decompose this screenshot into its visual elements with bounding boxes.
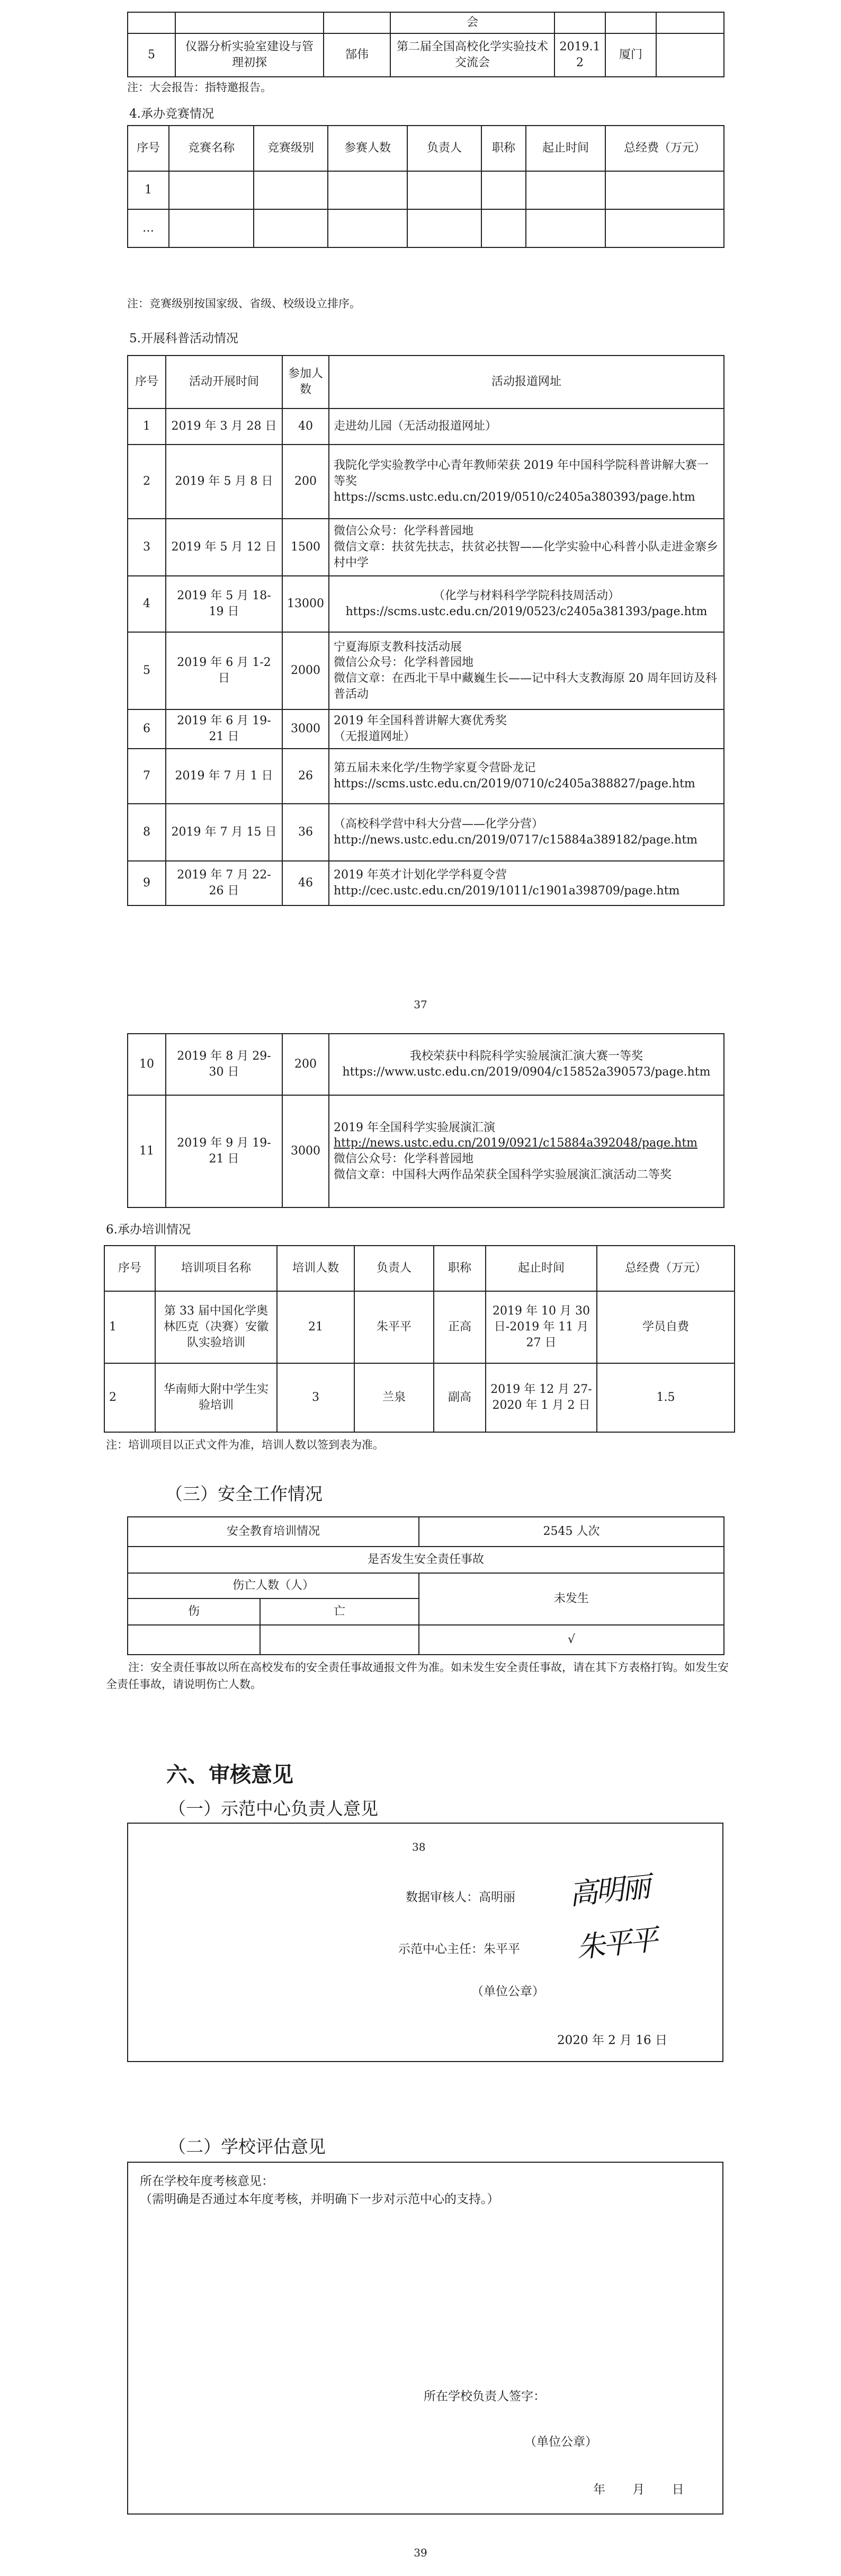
table-cell: 2019 年 7 月 15 日 — [166, 804, 282, 861]
table-cell — [128, 1625, 260, 1655]
school-opinion-heading: （二）学校评估意见 — [168, 2136, 326, 2157]
table-cell: 2019 年全国科学实验展演汇演 http://news.ustc.edu.cn/2019/0921/c15884a392048/page.htm 微信公众号：化学科普园地 微信文章：中国科大两作品荣获全国科学实验展演汇演活动二等奖 — [329, 1095, 724, 1207]
table-cell: 5 — [128, 632, 166, 709]
table-cell: 21 — [277, 1291, 354, 1363]
table-cell: 5 — [128, 33, 175, 77]
unit-seal: （单位公章） — [524, 2435, 597, 2449]
table-cell: 华南师大附中学生实验培训 — [155, 1363, 277, 1432]
table-cell: 兰泉 — [354, 1363, 434, 1432]
table-cell: 2019 年 6 月 1-2 日 — [166, 632, 282, 709]
table-cell: 2019 年 6 月 19-21 日 — [166, 709, 282, 749]
table-header: 序号 — [104, 1246, 155, 1291]
school-date: 年 月 日 — [593, 2483, 684, 2497]
table-cell — [656, 12, 724, 33]
signature: 朱平平 — [575, 1923, 658, 1965]
table-cell: 走进幼儿园（无活动报道网址） — [329, 408, 724, 445]
table-cell: 13000 — [282, 576, 329, 632]
table-cell: 微信公众号：化学科普园地 微信文章：扶贫先扶志，扶贫必扶智——化学实验中心科普小队走进金寨乡村中学 — [329, 519, 724, 576]
safety-table — [127, 1516, 724, 1655]
table-cell: 3 — [277, 1363, 354, 1432]
table-cell: … — [128, 209, 169, 247]
table-cell: 2019 年 9 月 19-21 日 — [166, 1095, 282, 1207]
table-cell: 2019 年 7 月 22-26 日 — [166, 861, 282, 905]
table-cell: 2019 年英才计划化学学科夏令营 http://cec.ustc.edu.cn/2019/1011/c1901a398709/page.htm — [329, 861, 724, 905]
section-title: 6.承办培训情况 — [106, 1223, 191, 1237]
table-cell: 2019.12 — [554, 33, 605, 77]
meeting-note: 注：大会报告：指特邀报告。 — [127, 81, 272, 94]
school-opinion-box — [127, 2162, 723, 2515]
table-header: 职称 — [434, 1246, 486, 1291]
table-cell: 2019 年 3 月 28 日 — [166, 408, 282, 445]
table-cell: 2 — [104, 1363, 155, 1432]
table-cell: 2019 年 5 月 12 日 — [166, 519, 282, 576]
table-cell: 10 — [128, 1034, 166, 1095]
table-cell: 2019 年全国科普讲解大赛优秀奖 （无报道网址） — [329, 709, 724, 749]
table-cell: 仪器分析实验室建设与管理初探 — [175, 33, 324, 77]
table-cell — [605, 12, 656, 33]
table-cell: 2000 — [282, 632, 329, 709]
table-header: 序号 — [128, 126, 169, 171]
table-cell: 2545 人次 — [419, 1517, 724, 1547]
table-cell: 4 — [128, 576, 166, 632]
table-cell — [175, 12, 324, 33]
table-header: 总经费（万元） — [597, 1246, 735, 1291]
table-cell: 副高 — [434, 1363, 486, 1432]
table-cell: 学员自费 — [597, 1291, 735, 1363]
competition-table — [127, 125, 724, 248]
training-table — [104, 1245, 735, 1433]
science-activity-table-cont — [127, 1033, 724, 1208]
table-cell: 亡 — [260, 1598, 419, 1625]
table-cell: 26 — [282, 749, 329, 804]
table-cell — [656, 33, 724, 77]
review-date: 2020 年 2 月 16 日 — [557, 2033, 667, 2047]
table-header: 负责人 — [354, 1246, 434, 1291]
table-cell: （高校科学营中科大分营——化学分营） http://news.ustc.edu.cn/2019/0717/c15884a389182/page.htm — [329, 804, 724, 861]
table-cell: 朱平平 — [354, 1291, 434, 1363]
table-cell: 我校荣获中科院科学实验展演汇演大赛一等奖 https://www.ustc.edu.cn/2019/0904/c15852a390573/page.htm — [329, 1034, 724, 1095]
table-header: 序号 — [128, 356, 166, 408]
table-cell: 伤 — [128, 1598, 260, 1625]
table-header: 起止时间 — [486, 1246, 597, 1291]
signature: 高明丽 — [567, 1870, 650, 1912]
table-cell: （化学与材料科学学院科技周活动） https://scms.ustc.edu.cn/2019/0523/c2405a381393/page.htm — [329, 576, 724, 632]
report-link[interactable]: http://news.ustc.edu.cn/2019/0921/c15884a392048/page.htm — [334, 1136, 698, 1150]
table-cell: 7 — [128, 749, 166, 804]
science-activity-table — [127, 355, 724, 906]
table-cell — [324, 12, 390, 33]
table-cell: 9 — [128, 861, 166, 905]
table-cell: 11 — [128, 1095, 166, 1207]
meeting-table — [127, 12, 724, 77]
table-header: 活动报道网址 — [329, 356, 724, 408]
table-header: 活动开展时间 — [166, 356, 282, 408]
school-opinion-label: 所在学校年度考核意见： — [140, 2174, 274, 2188]
table-cell: 是否发生安全责任事故 — [128, 1547, 724, 1573]
table-cell: 1.5 — [597, 1363, 735, 1432]
table-header: 职称 — [481, 126, 526, 171]
center-opinion-heading: （一）示范中心负责人意见 — [168, 1798, 378, 1819]
table-cell: 40 — [282, 408, 329, 445]
table-header: 培训项目名称 — [155, 1246, 277, 1291]
table-header: 参赛人数 — [328, 126, 407, 171]
table-cell: 第五届未来化学/生物学家夏令营卧龙记 https://scms.ustc.edu.cn/2019/0710/c2405a388827/page.htm — [329, 749, 724, 804]
table-cell: 6 — [128, 709, 166, 749]
check-mark: √ — [419, 1625, 724, 1655]
table-cell — [260, 1625, 419, 1655]
data-reviewer: 数据审核人：高明丽 — [406, 1890, 515, 1904]
table-cell: 3000 — [282, 709, 329, 749]
table-cell: 2019 年 12 月 27-2020 年 1 月 2 日 — [486, 1363, 597, 1432]
table-cell: 厦门 — [605, 33, 656, 77]
table-cell: 200 — [282, 1034, 329, 1095]
table-cell: 1500 — [282, 519, 329, 576]
table-cell: 36 — [282, 804, 329, 861]
table-cell: 46 — [282, 861, 329, 905]
page-number: 38 — [412, 1841, 426, 1853]
table-cell: 3 — [128, 519, 166, 576]
table-cell: 会 — [390, 12, 554, 33]
table-cell: 正高 — [434, 1291, 486, 1363]
table-header: 竞赛级别 — [254, 126, 328, 171]
school-opinion-hint: （需明确是否通过本年度考核，并明确下一步对示范中心的支持。） — [140, 2192, 499, 2206]
table-cell: 第 33 届中国化学奥林匹克（决赛）安徽队实验培训 — [155, 1291, 277, 1363]
table-cell: 未发生 — [419, 1573, 724, 1625]
table-header: 竞赛名称 — [169, 126, 254, 171]
table-cell: 2019 年 5 月 18-19 日 — [166, 576, 282, 632]
table-cell — [128, 12, 175, 33]
table-cell: 200 — [282, 445, 329, 519]
table-cell: 2 — [128, 445, 166, 519]
section-title: 4.承办竞赛情况 — [129, 107, 214, 121]
unit-seal: （单位公章） — [471, 1985, 544, 1998]
page-number: 39 — [414, 2546, 427, 2559]
table-cell: 2019 年 5 月 8 日 — [166, 445, 282, 519]
table-cell: 3000 — [282, 1095, 329, 1207]
table-cell: 1 — [128, 171, 169, 209]
table-cell: 安全教育培训情况 — [128, 1517, 419, 1547]
table-header: 起止时间 — [526, 126, 605, 171]
table-header: 培训人数 — [277, 1246, 354, 1291]
school-signer: 所在学校负责人签字： — [424, 2390, 545, 2403]
center-opinion-box — [127, 1823, 723, 2062]
safety-heading: （三）安全工作情况 — [165, 1484, 323, 1504]
page-number: 37 — [414, 998, 427, 1011]
table-cell: 1 — [104, 1291, 155, 1363]
table-cell: 我院化学实验教学中心青年教师荣获 2019 年中国科学院科普讲解大赛一等奖 https://scms.ustc.edu.cn/2019/0510/c2405a380393/page.htm — [329, 445, 724, 519]
table-cell: 伤亡人数（人） — [128, 1573, 419, 1598]
table-header: 总经费（万元） — [605, 126, 724, 171]
table-header: 负责人 — [407, 126, 481, 171]
table-cell: 宁夏海原支教科技活动展 微信公众号：化学科普园地 微信文章：在西北干旱中藏巍生长——记中科大支教海原 20 周年回访及科普活动 — [329, 632, 724, 709]
table-header: 参加人数 — [282, 356, 329, 408]
review-heading: 六、审核意见 — [166, 1763, 293, 1787]
table-cell — [554, 12, 605, 33]
table-cell: 1 — [128, 408, 166, 445]
competition-note: 注：竞赛级别按国家级、省级、校级设立排序。 — [127, 297, 361, 310]
table-cell: 2019 年 7 月 1 日 — [166, 749, 282, 804]
table-cell: 郜伟 — [324, 33, 390, 77]
section-title: 5.开展科普活动情况 — [129, 332, 238, 345]
table-cell: 8 — [128, 804, 166, 861]
table-cell: 2019 年 8 月 29-30 日 — [166, 1034, 282, 1095]
center-director: 示范中心主任：朱平平 — [398, 1942, 520, 1956]
table-cell: 2019 年 10 月 30 日-2019 年 11 月 27 日 — [486, 1291, 597, 1363]
table-cell: 第二届全国高校化学实验技术交流会 — [390, 33, 554, 77]
training-note: 注：培训项目以正式文件为准，培训人数以签到表为准。 — [106, 1438, 384, 1451]
safety-note: 注：安全责任事故以所在高校发布的安全责任事故通报文件为准。如未发生安全责任事故，请在其下方表格打钩。如发生安全责任事故，请说明伤亡人数。 — [106, 1661, 729, 1691]
